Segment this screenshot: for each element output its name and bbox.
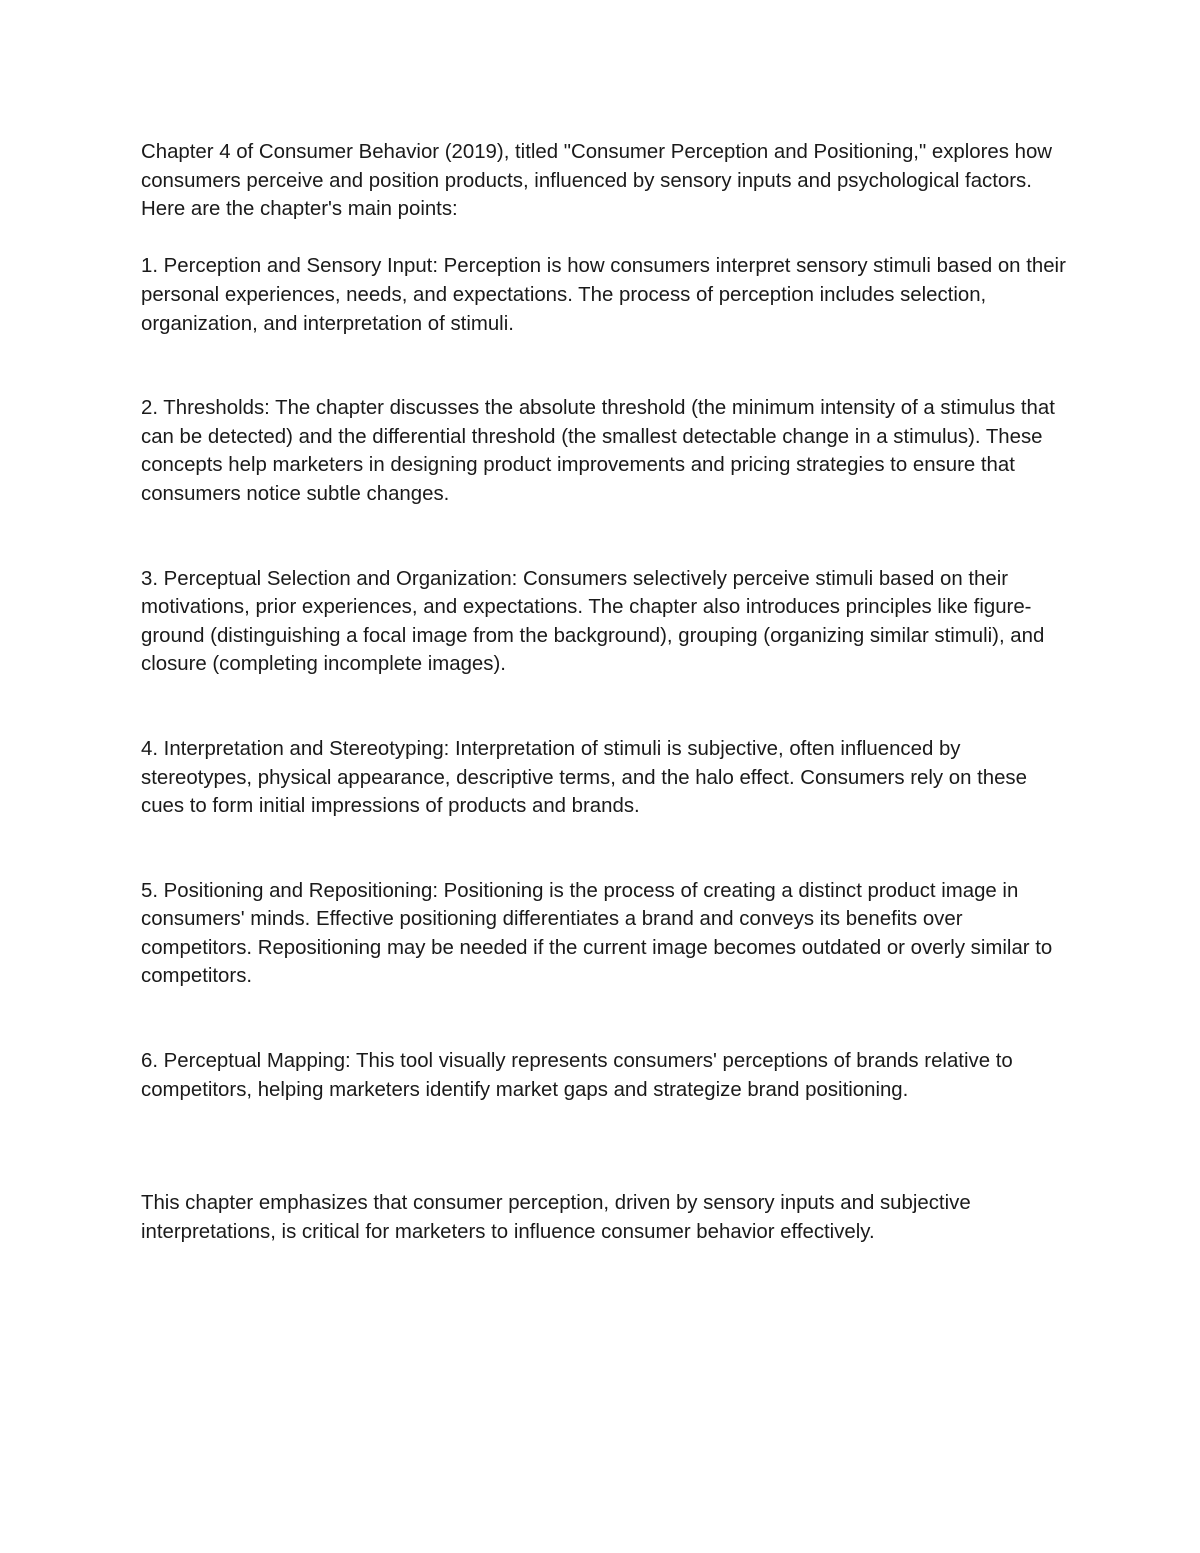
point-perceptual-selection-organization: 3. Perceptual Selection and Organization: Consumers selectively perceive stimuli based on their motivations, prior experiences, and expectations. The chapter also introduces principles like figure-ground (distinguishing a focal image from the background), grouping (organizing similar stimuli), and closure (completing incomplete images).	[141, 567, 1045, 676]
point-perception-sensory-input: 1. Perception and Sensory Input: Perception is how consumers interpret sensory stimuli based on their personal experiences, needs, and expectations. The process of perception includes selection, organization, and interpretation of stimuli.	[141, 255, 1066, 335]
point-positioning-repositioning: 5. Positioning and Repositioning: Positioning is the process of creating a distinct product image in consumers' minds. Effective positioning differentiates a brand and conveys its benefits over competitors. Repositioning may be needed if the current image becomes outdated or overly similar to competitors.	[141, 879, 1053, 988]
conclusion-paragraph: This chapter emphasizes that consumer perception, driven by sensory inputs and subjective interpretations, is critical for marketers to influence consumer behavior effectively.	[141, 1192, 971, 1243]
intro-paragraph: Chapter 4 of Consumer Behavior (2019), titled "Consumer Perception and Positioning," explores how consumers perceive and position products, influenced by sensory inputs and psychological factors. Here are the chapter's main points:	[141, 141, 1053, 221]
point-interpretation-stereotyping: 4. Interpretation and Stereotyping: Interpretation of stimuli is subjective, often influenced by stereotypes, physical appearance, descriptive terms, and the halo effect. Consumers rely on these cues to form initial impressions of products and brands.	[141, 737, 1027, 818]
point-thresholds: 2. Thresholds: The chapter discusses the absolute threshold (the minimum intensity of a stimulus that can be detected) and the differential threshold (the smallest detectable change in a stimulus). These concepts help marketers in designing product improvements and pricing strategies to ensure that consumers notice subtle changes.	[141, 397, 1055, 505]
point-perceptual-mapping: 6. Perceptual Mapping: This tool visually represents consumers' perceptions of brands relative to competitors, helping marketers identify market gaps and strategize brand positioning.	[141, 1050, 1013, 1101]
document-body	[141, 138, 1071, 1246]
